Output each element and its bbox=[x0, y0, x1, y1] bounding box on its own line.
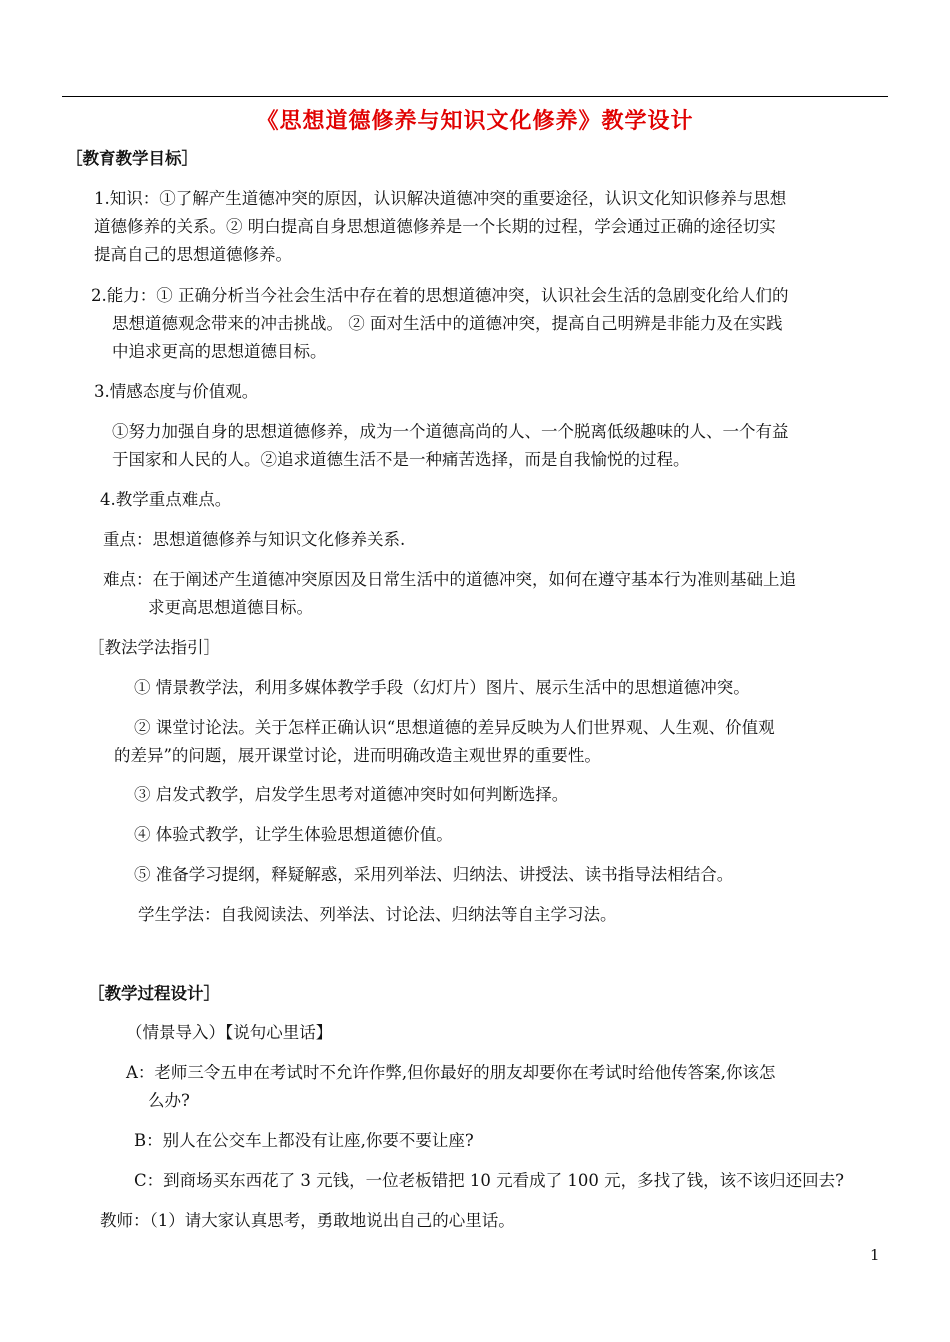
scenario-a-line1: A：老师三令五申在考试时不允许作弊,但你最好的朋友却要你在考试时给他传答案,你该怎 bbox=[126, 1063, 776, 1082]
method-item-2-line2: 的差异”的问题，展开课堂讨论，进而明确改造主观世界的重要性。 bbox=[114, 746, 601, 765]
paragraph-knowledge-line2: 道德修养的关系。② 明白提高自身思想道德修养是一个长期的过程，学会通过正确的途径切实 bbox=[94, 217, 776, 236]
scenario-a-line2: 么办? bbox=[148, 1091, 190, 1110]
student-methods: 学生学法：自我阅读法、列举法、讨论法、归纳法等自主学习法。 bbox=[138, 905, 617, 924]
paragraph-knowledge-line3: 提高自己的思想道德修养。 bbox=[94, 245, 292, 264]
header-rule bbox=[62, 96, 888, 97]
method-item-2-line1: ② 课堂讨论法。关于怎样正确认识“思想道德的差异反映为人们世界观、人生观、价值观 bbox=[134, 718, 775, 737]
section-heading-process: ［教学过程设计］ bbox=[88, 984, 220, 1003]
scenario-b: B：别人在公交车上都没有让座,你要不要让座? bbox=[134, 1131, 474, 1150]
paragraph-ability-line3: 中追求更高的思想道德目标。 bbox=[112, 342, 327, 361]
process-intro: （情景导入）【说句心里话】 bbox=[126, 1023, 333, 1042]
method-item-5: ⑤ 准备学习提纲，释疑解惑，采用列举法、归纳法、讲授法、读书指导法相结合。 bbox=[134, 865, 734, 884]
paragraph-emotion-line1: ①努力加强自身的思想道德修养，成为一个道德高尚的人、一个脱离低级趣味的人、一个有益 bbox=[112, 422, 789, 441]
section-heading-objectives: ［教育教学目标］ bbox=[66, 149, 198, 168]
method-item-1: ① 情景教学法，利用多媒体教学手段（幻灯片）图片、展示生活中的思想道德冲突。 bbox=[134, 678, 750, 697]
page-number: 1 bbox=[870, 1246, 880, 1264]
paragraph-difficulty-line2: 求更高思想道德目标。 bbox=[148, 598, 313, 617]
method-item-3: ③ 启发式教学，启发学生思考对道德冲突时如何判断选择。 bbox=[134, 785, 569, 804]
document-title: 《思想道德修养与知识文化修养》教学设计 bbox=[256, 109, 694, 134]
paragraph-emotion-heading: 3.情感态度与价值观。 bbox=[94, 382, 259, 401]
paragraph-difficulty-line1: 难点：在于阐述产生道德冲突原因及日常生活中的道德冲突，如何在遵守基本行为准则基础上追 bbox=[103, 570, 796, 589]
paragraph-ability-line1: 2.能力：① 正确分析当今社会生活中存在着的思想道德冲突，认识社会生活的急剧变化给人们的 bbox=[91, 286, 789, 305]
paragraph-emotion-line2: 于国家和人民的人。②追求道德生活不是一种痛苦选择，而是自我愉悦的过程。 bbox=[112, 450, 690, 469]
method-item-4: ④ 体验式教学，让学生体验思想道德价值。 bbox=[134, 825, 453, 844]
teacher-prompt: 教师：（1）请大家认真思考，勇敢地说出自己的心里话。 bbox=[100, 1211, 515, 1230]
paragraph-key-point: 重点：思想道德修养与知识文化修养关系. bbox=[103, 530, 406, 549]
section-heading-methods: ［教法学法指引］ bbox=[88, 638, 220, 657]
paragraph-knowledge-line1: 1.知识：①了解产生道德冲突的原因，认识解决道德冲突的重要途径，认识文化知识修养与思想 bbox=[94, 189, 787, 208]
paragraph-key-points-heading: 4.教学重点难点。 bbox=[100, 490, 232, 509]
scenario-c: C：到商场买东西花了 3 元钱，一位老板错把 10 元看成了 100 元，多找了钱，该不该归还回去? bbox=[134, 1171, 844, 1190]
paragraph-ability-line2: 思想道德观念带来的冲击挑战。 ② 面对生活中的道德冲突，提高自己明辨是非能力及在实践 bbox=[112, 314, 783, 333]
